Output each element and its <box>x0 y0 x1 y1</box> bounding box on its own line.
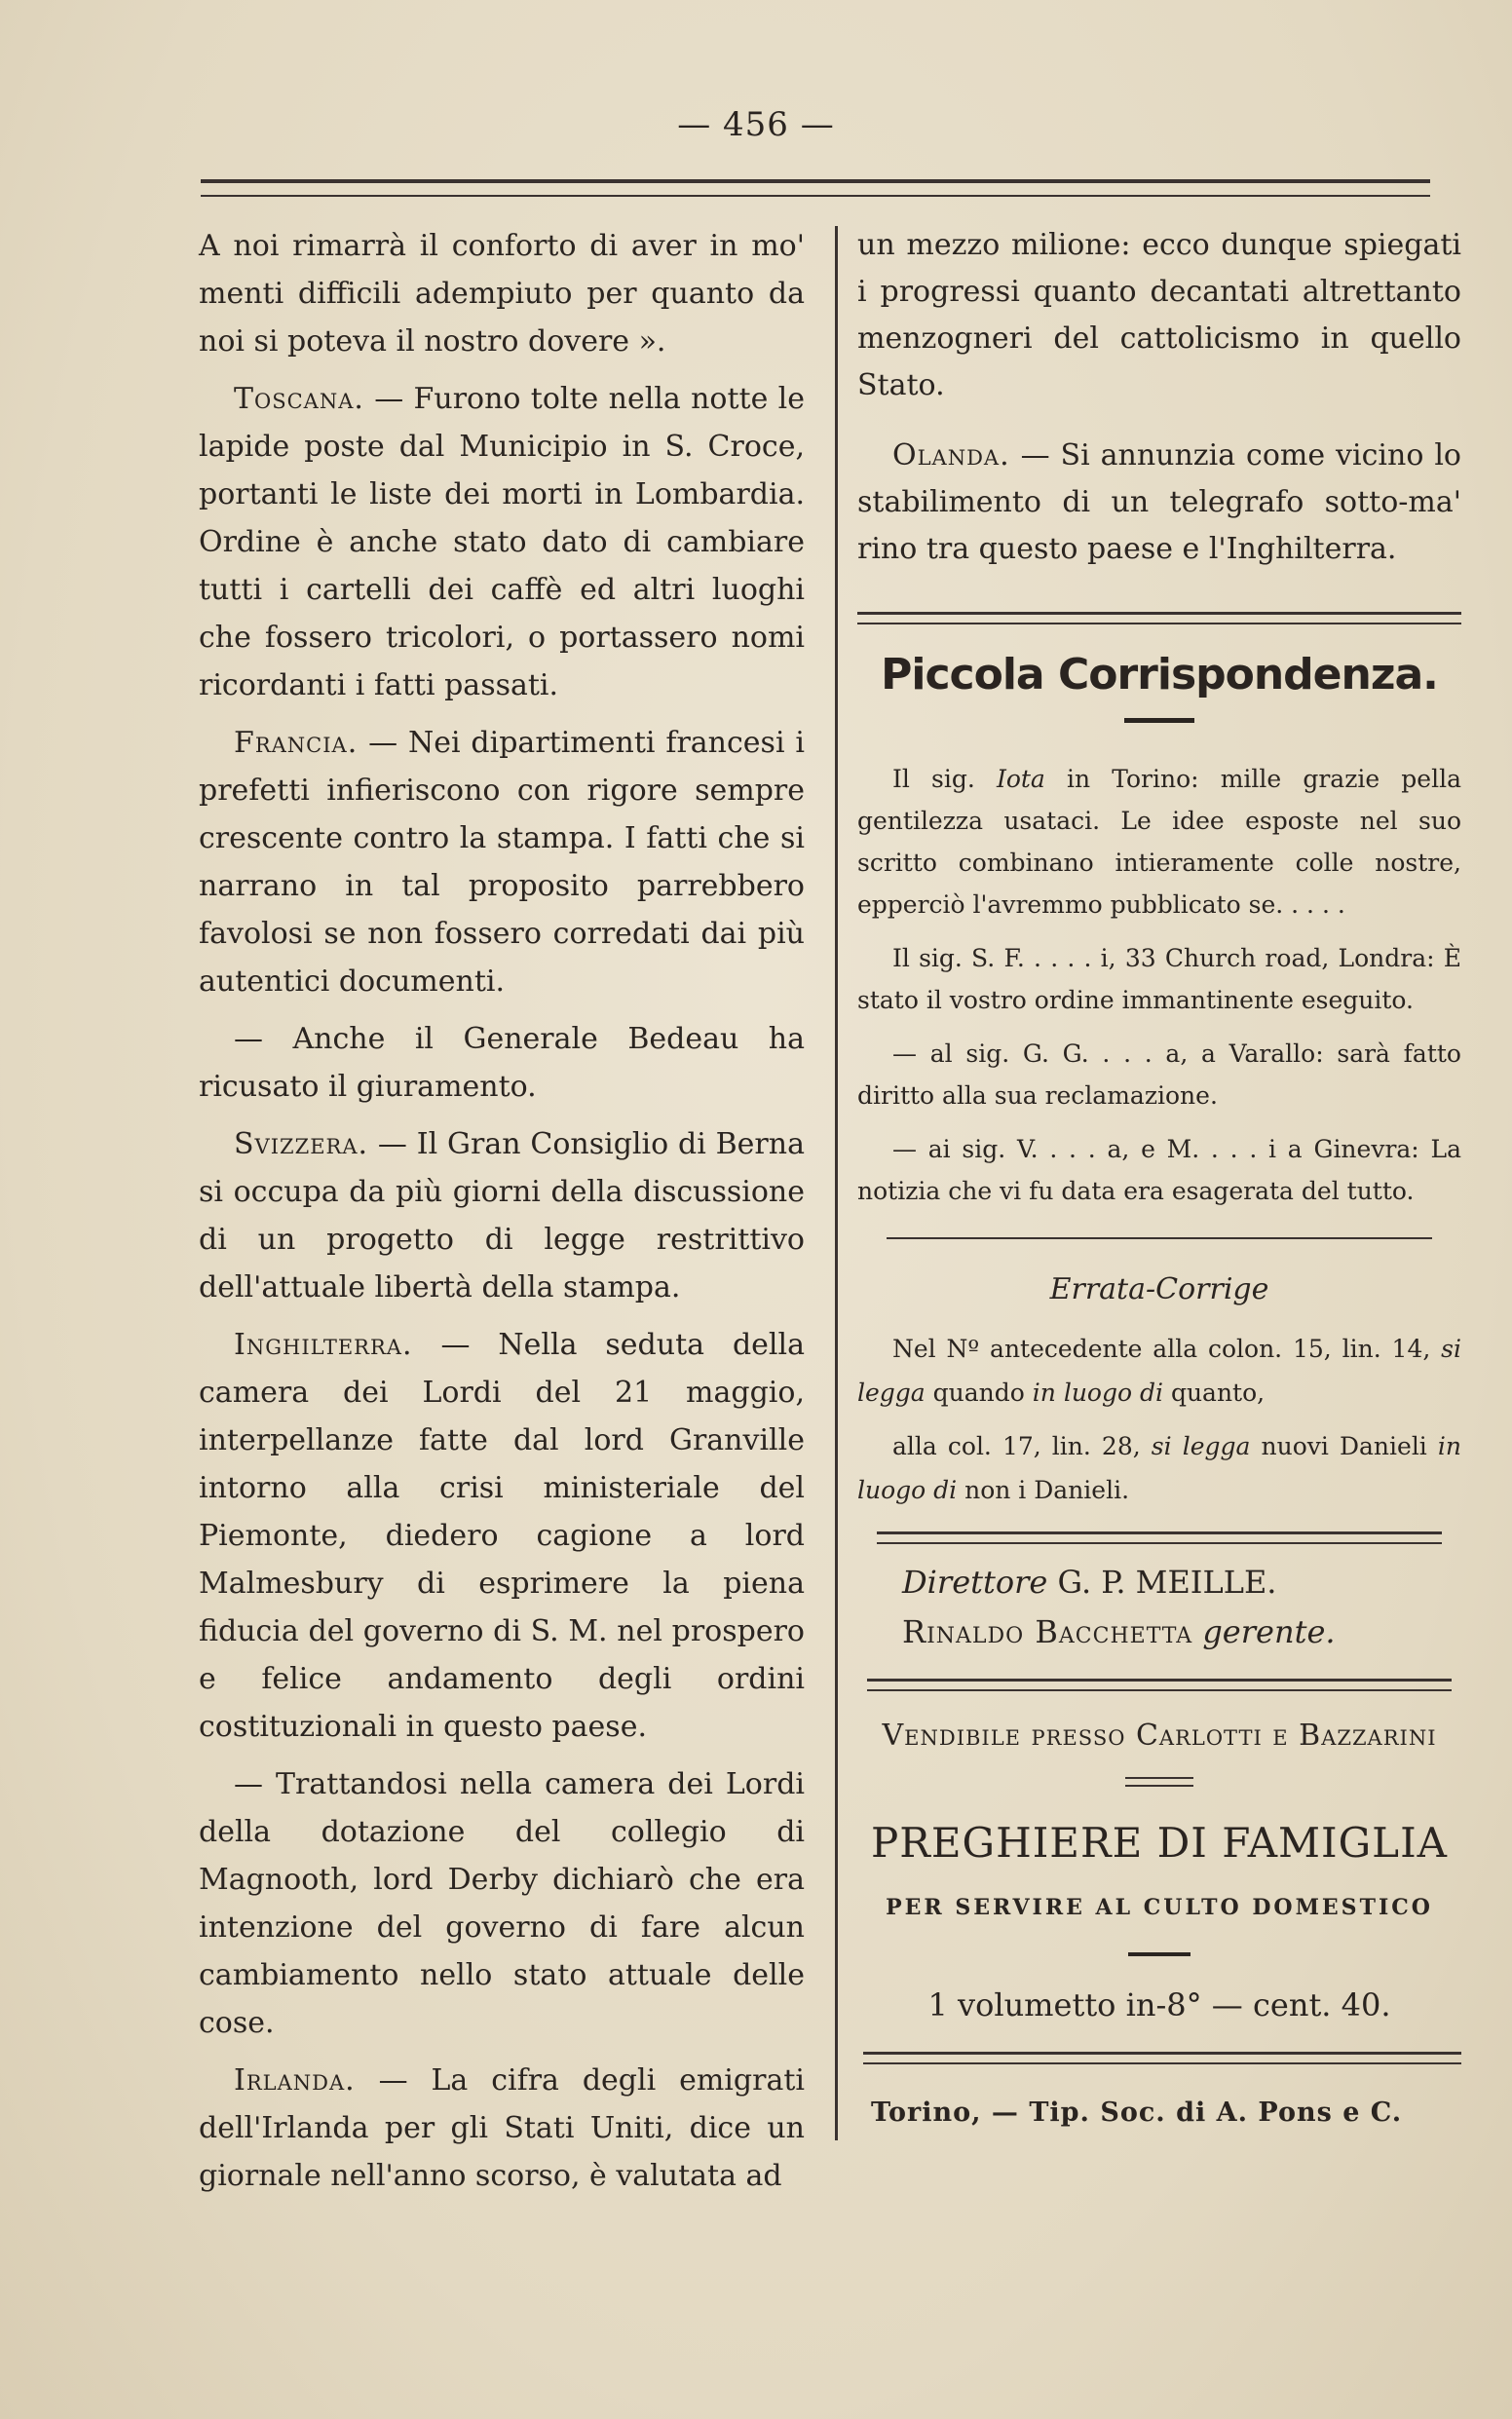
country-label-olanda: Olanda. <box>892 438 1010 472</box>
news-francia <box>199 719 805 1005</box>
news-irlanda-text: — La cifra degli emigrati dell'Irlanda per gli Stati Uniti, dice un giornale nell'anno scorso, è valutata ad <box>199 2063 805 2193</box>
right-column <box>857 222 1461 2136</box>
news-toscana <box>199 375 805 709</box>
news-inghilterra <box>199 1321 805 1751</box>
left-column <box>199 222 805 2210</box>
errata-location: alla col. 17, lin. 28, <box>892 1432 1141 1460</box>
country-label-inghilterra: Inghilterra. <box>234 1328 413 1362</box>
section-rule <box>863 2052 1461 2064</box>
errata-section <box>857 1327 1461 1512</box>
correspondence-entry: — al sig. G. G. . . . a, a Varallo: sarà fatto diritto alla sua reclamazione. <box>857 1039 1461 1110</box>
correspondence-entry-text: in Torino: mille grazie pella gentilezza usataci. Le idee esposte nel suo scritto combinano intieramente colle nostre, epperciò l'avremmo pubblicato se. . . . . <box>857 765 1461 919</box>
title-ornament-bar <box>1124 718 1194 723</box>
news-francia-text: — Nei dipartimenti francesi i prefetti infieriscono con rigore sempre crescente contro la stampa. I fatti che si narrano in tal proposito parrebbero favolosi se non fossero corredati dai più autentici documenti. <box>199 726 805 999</box>
correspondence-entry: Il sig. S. F. . . . . i, 33 Church road, Londra: È stato il vostro ordine immantinente eseguito. <box>857 944 1461 1014</box>
ornament-bar <box>1128 1952 1191 1956</box>
manager-label: gerente. <box>1202 1613 1336 1650</box>
correspondence-entry: — ai sig. V. . . . a, e M. . . . i a Ginevra: La notizia che vi fu data era esagerata del tutto. <box>857 1135 1461 1205</box>
country-label-irlanda: Irlanda. <box>234 2063 356 2098</box>
news-olanda-text: — Si annunzia come vicino lo stabilimento di un telegrafo sotto-ma' rino tra questo paese e l'Inghilterra. <box>857 438 1461 566</box>
errata-in-luogo-di: in luogo di <box>857 1432 1462 1504</box>
director-line <box>857 1558 1461 1607</box>
errata-correct: quando <box>932 1379 1025 1407</box>
news-svizzera-text: — Il Gran Consiglio di Berna si occupa da più giorni della discussione di un progetto di legge restrittivo dell'attuale libertà della stampa. <box>199 1127 805 1304</box>
errata-wrong: quanto, <box>1170 1379 1266 1407</box>
section-rule <box>877 1531 1442 1544</box>
news-irlanda <box>199 2057 805 2200</box>
news-inghilterra-text: — Nella seduta della camera dei Lordi del 21 maggio, interpellanze fatte dal lord Granville intorno alla crisi ministeriale del Piemonte, diedero cagione a lord Malmesbury di esprimere la piena fiducia del governo di S. M. nel prospero e felice andamento degli ordini costituzionali in questo paese. <box>199 1328 805 1744</box>
errata-in-luogo-di: in luogo di <box>1032 1379 1163 1407</box>
book-subtitle: PER SERVIRE AL CULTO DOMESTICO <box>886 1895 1433 1920</box>
page-number: — 456 — <box>677 105 835 144</box>
director-label: Direttore <box>902 1564 1048 1601</box>
news-svizzera <box>199 1120 805 1311</box>
printer-line: Torino, — Tip. Soc. di A. Pons e C. <box>871 2098 1403 2128</box>
book-title: PREGHIERE DI FAMIGLIA <box>871 1819 1448 1867</box>
manager-name: Rinaldo Bacchetta <box>902 1613 1193 1650</box>
correspondence-section <box>857 758 1461 1212</box>
intro-paragraph: A noi rimarrà il conforto di aver in mo' menti difficili adempiuto per quanto da noi si poteva il nostro dovere ». <box>199 229 805 359</box>
correspondence-entry <box>857 758 1461 926</box>
column-divider <box>835 226 838 2140</box>
errata-location: Nel Nº antecedente alla colon. 15, lin. 14, <box>892 1335 1431 1363</box>
news-toscana-text: — Furono tolte nella notte le lapide poste dal Municipio in S. Croce, portanti le liste dei morti in Lombardia. Ordine è anche stato dato di cambiare tutti i cartelli dei caffè ed altri luoghi che fossero tricolori, o portassero nomi ricordanti i fatti passati. <box>199 382 805 702</box>
book-price: 1 volumetto in-8° — cent. 40. <box>927 1986 1391 2023</box>
header-rule <box>201 179 1430 197</box>
country-label-svizzera: Svizzera. <box>234 1127 369 1161</box>
country-label-francia: Francia. <box>234 726 359 760</box>
errata-entry <box>857 1424 1461 1512</box>
ornament-double-bar <box>1125 1777 1193 1787</box>
continuation-paragraph: un mezzo milione: ecco dunque spiegati i progressi quanto decantati altrettanto menzogneri del cattolicismo in quello Stato. <box>857 228 1461 402</box>
errata-entry <box>857 1327 1461 1415</box>
errata-correct: nuovi Danieli <box>1261 1432 1427 1460</box>
errata-wrong: non i Danieli. <box>964 1476 1130 1504</box>
director-name: G. P. MEILLE. <box>1057 1564 1277 1601</box>
section-rule <box>887 1237 1432 1239</box>
errata-si-legga: si legga <box>857 1335 1461 1407</box>
vendor-line: Vendibile presso Carlotti e Bazzarini <box>882 1719 1437 1753</box>
errata-title: Errata-Corrige <box>1049 1272 1269 1306</box>
section-rule <box>857 612 1461 624</box>
correspondence-title: Piccola Corrispondenza. <box>881 650 1438 699</box>
credits <box>857 1558 1461 1657</box>
correspondence-entry-prefix: Il sig. <box>892 765 975 793</box>
news-olanda <box>857 433 1461 573</box>
section-rule <box>867 1679 1452 1691</box>
errata-si-legga: si legga <box>1151 1432 1251 1460</box>
news-derby: — Trattandosi nella camera dei Lordi della dotazione del collegio di Magnooth, lord Derby dichiarò che era intenzione del governo di fare alcun cambiamento nello stato attuale delle cose. <box>199 1767 805 2040</box>
correspondent-name: Iota <box>996 765 1045 793</box>
manager-line <box>857 1607 1461 1657</box>
news-bedeau: — Anche il Generale Bedeau ha ricusato il giuramento. <box>199 1022 805 1104</box>
country-label-toscana: Toscana. <box>234 382 364 416</box>
